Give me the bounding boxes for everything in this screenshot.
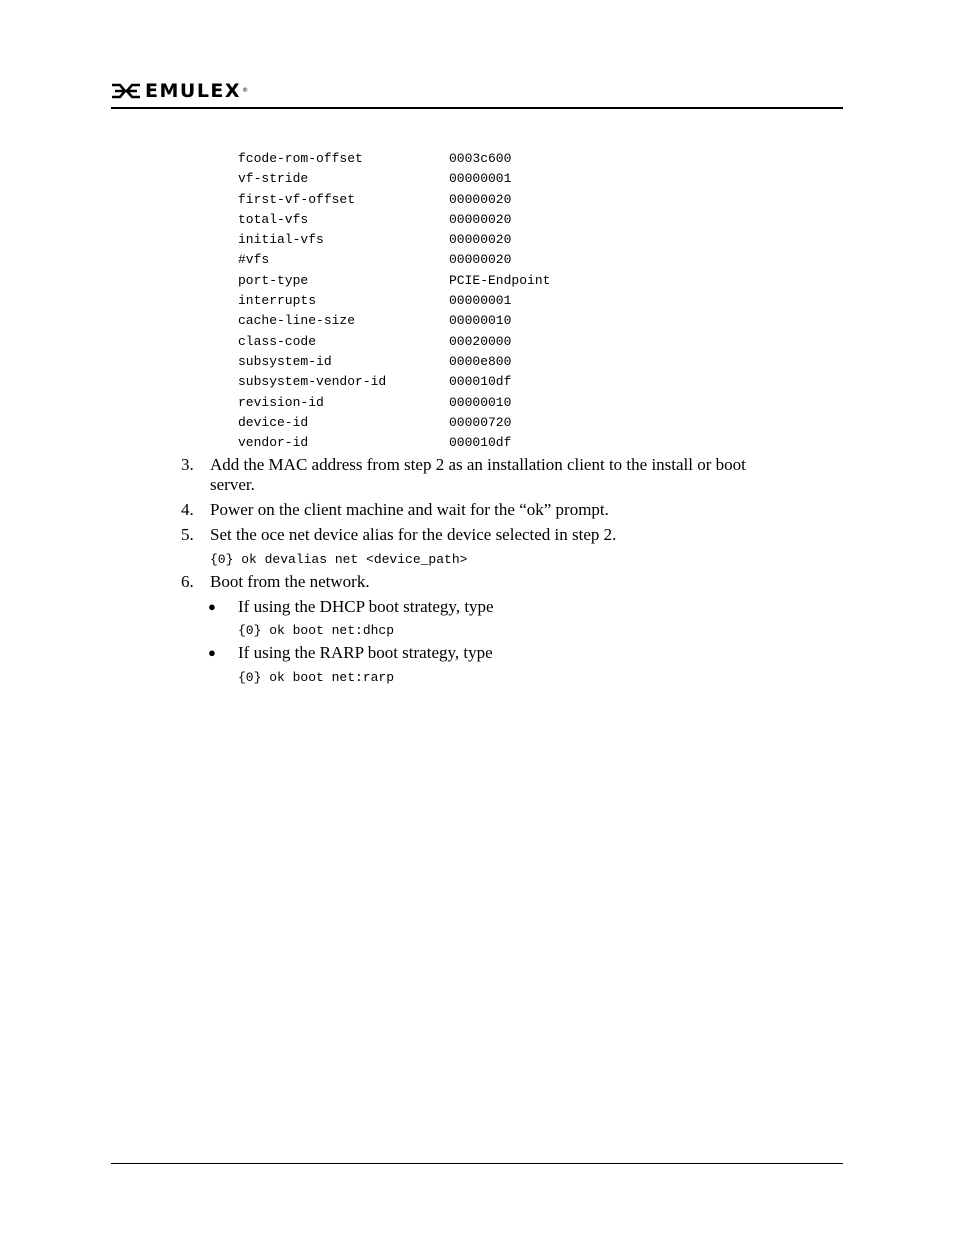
step-text-continued: server.: [210, 475, 255, 494]
step-text: Set the oce net device alias for the device selected in step 2.: [210, 525, 617, 544]
emulex-logo-icon: [111, 83, 141, 99]
bullet-text: If using the DHCP boot strategy, type: [238, 597, 494, 616]
property-key: port-type: [238, 272, 309, 288]
property-key: interrupts: [238, 293, 317, 309]
property-key: #vfs: [238, 252, 270, 268]
property-value: 00000001: [449, 293, 512, 309]
property-key: fcode-rom-offset: [238, 151, 363, 166]
registered-mark: ®: [242, 87, 249, 94]
step-number: 4.: [181, 500, 194, 519]
property-value: 00000020: [449, 252, 512, 268]
property-value: 00000720: [449, 414, 512, 430]
property-value: 00000010: [449, 313, 512, 329]
bullet-dot-icon: ●: [208, 599, 216, 614]
property-value: 00000020: [449, 211, 512, 227]
property-key: revision-id: [238, 394, 324, 410]
property-value: 000010df: [449, 374, 512, 390]
property-key: vf-stride: [238, 171, 309, 187]
property-value: 00000001: [449, 171, 512, 187]
step-number: 5.: [181, 525, 194, 544]
property-key: device-id: [238, 414, 309, 430]
step-text: Power on the client machine and wait for the “ok” prompt.: [210, 500, 609, 519]
property-key: initial-vfs: [238, 232, 324, 248]
emulex-logo: [111, 81, 248, 101]
property-value: 00000010: [449, 394, 512, 410]
property-value: 0000e800: [449, 353, 512, 369]
property-key: cache-line-size: [238, 313, 356, 329]
step-text: Add the MAC address from step 2 as an installation client to the install or boot: [210, 455, 746, 474]
property-key: class-code: [238, 333, 317, 349]
property-key: total-vfs: [238, 211, 309, 227]
step-number: 6.: [181, 572, 194, 591]
code-command: {0} ok boot net:dhcp: [238, 623, 395, 638]
property-key: subsystem-vendor-id: [238, 374, 387, 390]
property-value: PCIE-Endpoint: [449, 272, 551, 288]
page-header: [111, 80, 843, 110]
header-rule: [111, 107, 843, 109]
code-command: {0} ok boot net:rarp: [238, 670, 395, 685]
property-key: subsystem-id: [238, 353, 332, 369]
code-command: {0} ok devalias net <device_path>: [210, 552, 468, 567]
logo-wordmark: EMULEX: [145, 80, 242, 102]
property-key: vendor-id: [238, 435, 309, 451]
step-number: 3.: [181, 455, 194, 474]
property-value: 000010df: [449, 435, 512, 451]
footer-rule: [111, 1163, 843, 1164]
step-text: Boot from the network.: [210, 572, 370, 591]
property-value: 00000020: [449, 232, 512, 248]
bullet-text: If using the RARP boot strategy, type: [238, 643, 493, 662]
property-value: 00020000: [449, 333, 512, 349]
bullet-dot-icon: ●: [208, 645, 216, 660]
property-value: 0003c600: [449, 151, 512, 166]
property-key: first-vf-offset: [238, 191, 356, 207]
property-value: 00000020: [449, 191, 512, 207]
